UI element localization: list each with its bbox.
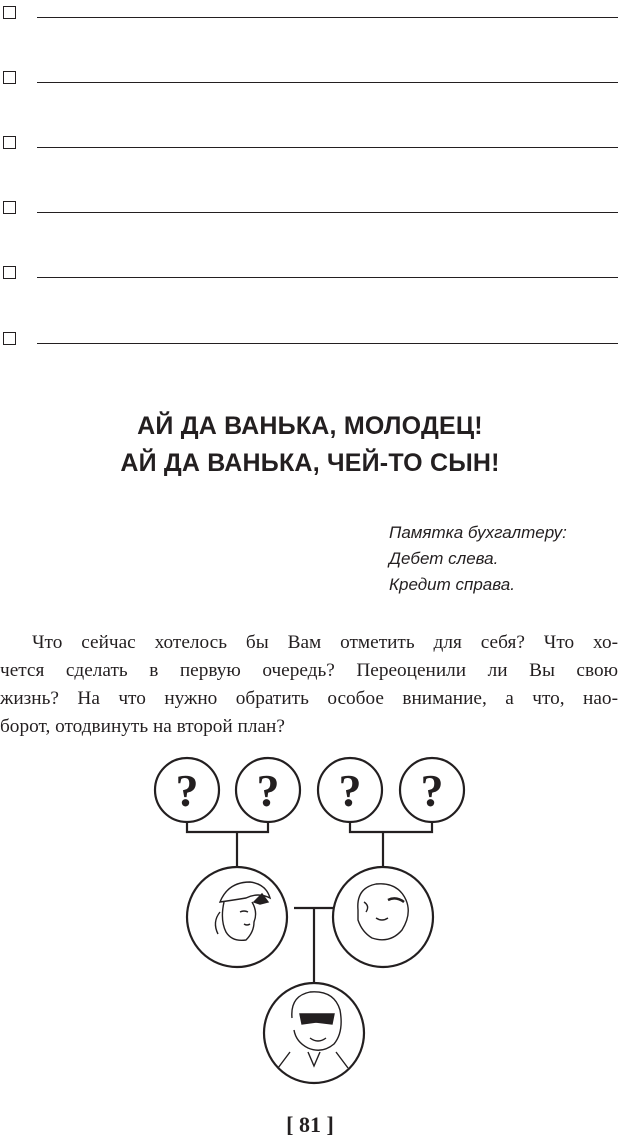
mother-face-icon [215, 882, 270, 940]
checklist-row[interactable] [0, 266, 620, 286]
connector-line [187, 822, 268, 832]
answer-line[interactable] [37, 212, 618, 213]
epigraph-line-1: Памятка бухгалтеру: [389, 523, 567, 542]
heading-line-2: АЙ ДА ВАНЬКА, ЧЕЙ-ТО СЫН! [120, 449, 500, 477]
family-tree-illustration [150, 752, 475, 1097]
checklist-row[interactable] [0, 71, 620, 91]
question-mark: ? [175, 765, 199, 816]
paragraph-line: чется сделать в первую очередь? Переоценили ли Вы свою [0, 660, 618, 681]
epigraph-line-3: Кредит справа. [389, 575, 515, 594]
answer-line[interactable] [37, 147, 618, 148]
question-mark: ? [338, 765, 362, 816]
chapter-heading [0, 408, 620, 482]
epigraph-line-2: Дебет слева. [389, 549, 499, 568]
question-mark: ? [420, 765, 444, 816]
checklist-row[interactable] [0, 136, 620, 156]
question-mark: ? [256, 765, 280, 816]
checkbox[interactable] [3, 332, 16, 345]
father-portrait-circle [333, 867, 433, 967]
checklist-row[interactable] [0, 201, 620, 221]
checklist-row[interactable] [0, 6, 620, 26]
body-paragraph [0, 629, 618, 741]
paragraph-line: Что сейчас хотелось бы Вам отметить для себя? Что хо- [32, 632, 618, 653]
connector-line [350, 822, 432, 832]
page-number: [ 81 ] [286, 1112, 334, 1137]
checkbox[interactable] [3, 266, 16, 279]
paragraph-line: борот, отодвинуть на второй план? [0, 716, 285, 737]
epigraph [389, 520, 619, 598]
paragraph-line: жизнь? На что нужно обратить особое внимание, а что, нао- [0, 688, 618, 709]
checklist-row[interactable] [0, 332, 620, 352]
son-face-icon [278, 992, 348, 1068]
answer-line[interactable] [37, 17, 618, 18]
son-portrait-circle [264, 983, 364, 1083]
answer-line[interactable] [37, 82, 618, 83]
answer-line[interactable] [37, 277, 618, 278]
father-face-icon [358, 884, 408, 940]
checkbox[interactable] [3, 6, 16, 19]
checkbox[interactable] [3, 136, 16, 149]
heading-line-1: АЙ ДА ВАНЬКА, МОЛОДЕЦ! [137, 412, 483, 440]
answer-line[interactable] [37, 343, 618, 344]
mother-portrait-circle [187, 867, 287, 967]
checkbox[interactable] [3, 71, 16, 84]
checkbox[interactable] [3, 201, 16, 214]
